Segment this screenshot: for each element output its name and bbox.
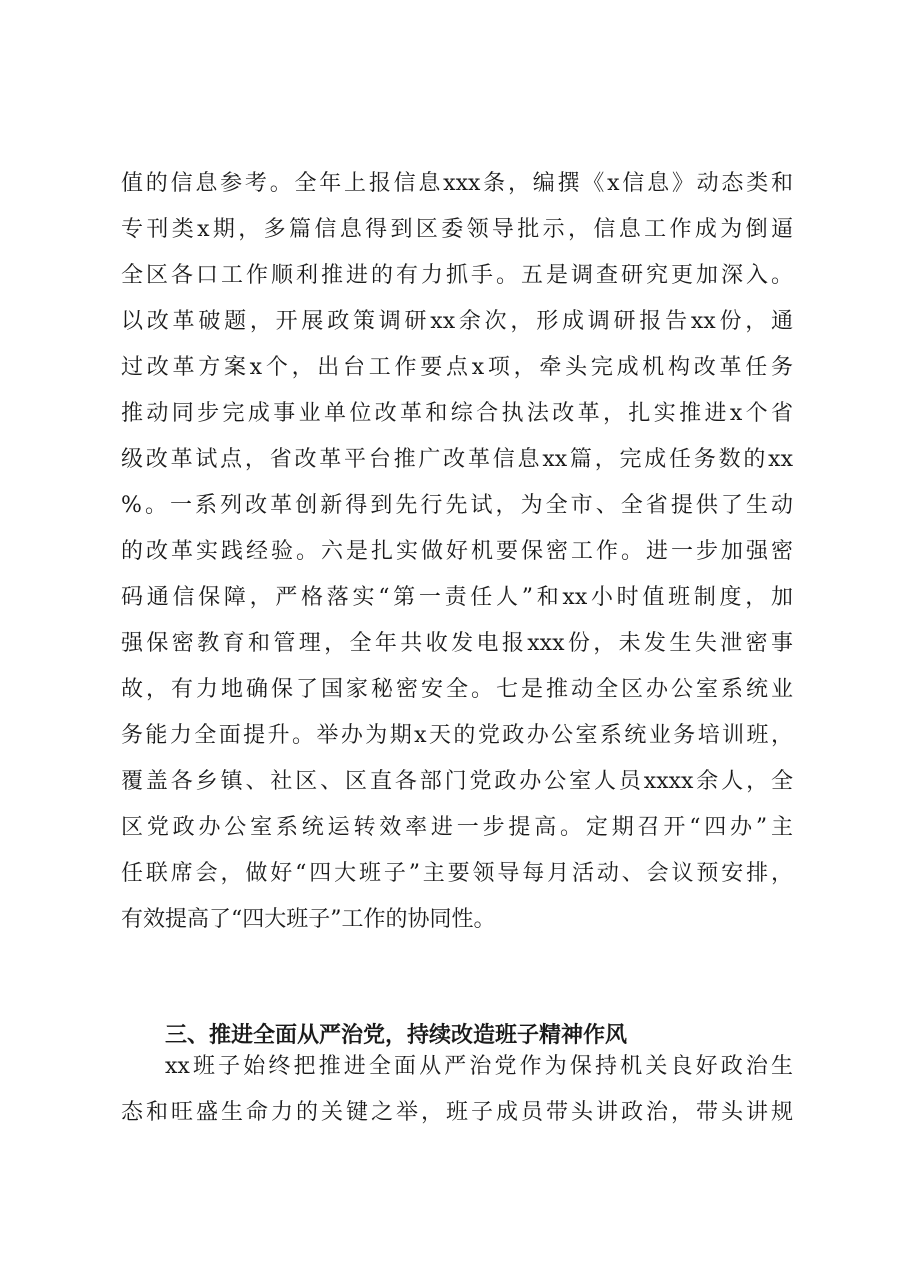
- section-heading: 三、推进全面从严治党，持续改造班子精神作风: [165, 1023, 628, 1048]
- paragraph-line: 有效提高了“四大班子”工作的协同性。: [121, 907, 496, 932]
- paragraph-line: 覆盖各乡镇、社区、区直各部门党政办公室人员xxxx余人，全: [121, 769, 793, 794]
- paragraph-line: xx班子始终把推进全面从严治党作为保持机关良好政治生: [165, 1054, 793, 1079]
- paragraph-line: 过改革方案x个，出台工作要点x项，牵头完成机构改革任务: [121, 355, 793, 380]
- paragraph-line: 区党政办公室系统运转效率进一步提高。定期召开“四办”主: [121, 815, 793, 840]
- paragraph-line: 推动同步完成事业单位改革和综合执法改革，扎实推进x个省: [121, 401, 793, 426]
- paragraph-line: 码通信保障，严格落实“第一责任人”和xx小时值班制度，加: [121, 585, 793, 610]
- paragraph-line: 以改革破题，开展政策调研xx余次，形成调研报告xx份，通: [121, 309, 793, 334]
- paragraph-line: %。一系列改革创新得到先行先试，为全市、全省提供了生动: [121, 493, 793, 518]
- paragraph-line: 全区各口工作顺利推进的有力抓手。五是调查研究更加深入。: [121, 263, 793, 288]
- paragraph-line: 态和旺盛生命力的关键之举，班子成员带头讲政治，带头讲规: [121, 1100, 793, 1125]
- paragraph-line: 级改革试点，省改革平台推广改革信息xx篇，完成任务数的xx: [121, 447, 793, 472]
- paragraph-line: 故，有力地确保了国家秘密安全。七是推动全区办公室系统业: [121, 677, 793, 702]
- paragraph-line: 的改革实践经验。六是扎实做好机要保密工作。进一步加强密: [121, 539, 793, 564]
- paragraph-line: 值的信息参考。全年上报信息xxx条，编撰《x信息》动态类和: [121, 171, 793, 196]
- paragraph-line: 务能力全面提升。举办为期x天的党政办公室系统业务培训班，: [121, 723, 793, 748]
- paragraph-line: 任联席会，做好“四大班子”主要领导每月活动、会议预安排，: [121, 861, 793, 886]
- paragraph-line: 专刊类x期，多篇信息得到区委领导批示，信息工作成为倒逼: [121, 217, 793, 242]
- paragraph-line: 强保密教育和管理，全年共收发电报xxx份，未发生失泄密事: [121, 631, 793, 656]
